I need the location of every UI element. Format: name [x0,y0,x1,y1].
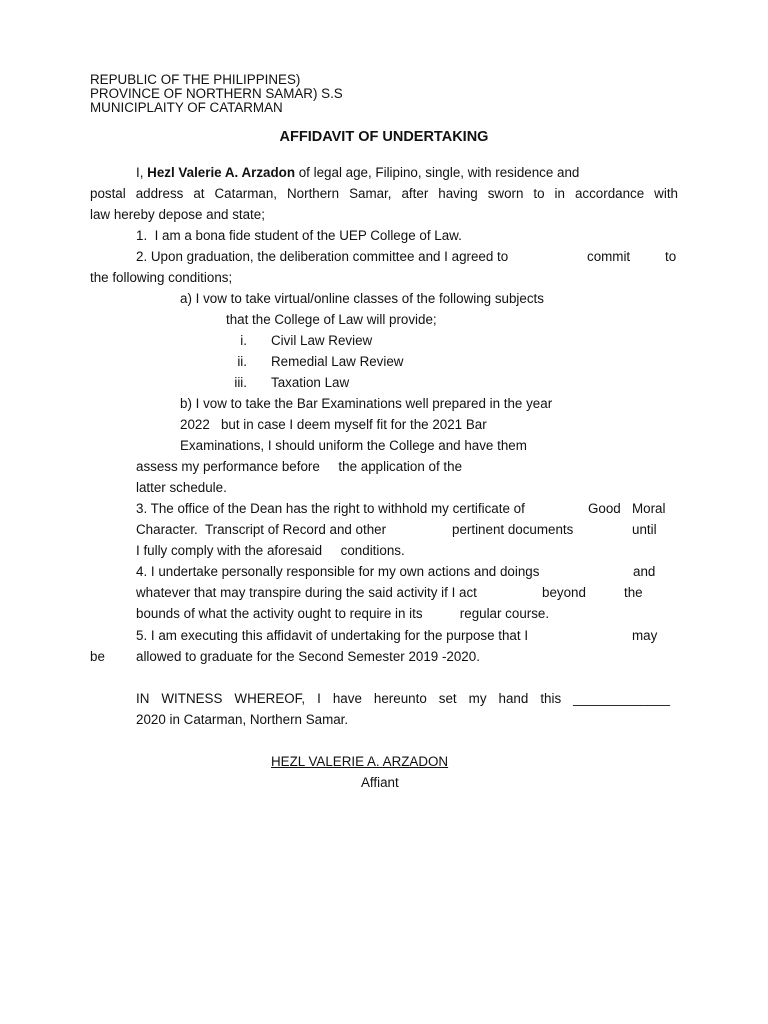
item-3-line-2-b: pertinent documents [452,522,574,537]
item-4-line-2-b: beyond [542,585,586,600]
item-5-may: may [632,628,658,643]
item-5-line-2: allowed to graduate for the Second Semester 2019 -2020. [136,649,480,664]
item-3-line-2-a: Character. Transcript of Record and other [136,522,387,537]
document-title: AFFIDAVIT OF UNDERTAKING [279,129,489,145]
item-4-text: 4. I undertake personally responsible for my own actions and doings [136,564,540,579]
witness-line-2: 2020 in Catarman, Northern Samar. [136,712,349,727]
item-3-moral: Moral [632,501,666,516]
condition-a-line-1: a) I vow to take virtual/online classes of the following subjects [180,291,544,306]
item-1: 1. I am a bona fide student of the UEP College of Law. [136,228,462,243]
header-line-municipality: MUNICIPLAITY OF CATARMAN [90,100,283,115]
witness-line-1: IN WITNESS WHEREOF, I have hereunto set my hand this _____________ [136,691,670,706]
item-3-line-3: I fully comply with the aforesaid conditions. [136,543,405,558]
affiant-name-bold: Hezl Valerie A. Arzadon [147,165,296,180]
item-4-line-2-a: whatever that may transpire during the said activity if I act [136,585,477,600]
subject-numeral: iii. [234,375,247,390]
item-4-line-2-c: the [624,585,643,600]
item-3-line-2-c: until [632,522,657,537]
intro-pre: I, [136,165,148,180]
intro-line-1-rest: of legal age, Filipino, single, with residence and [295,165,580,180]
subject-numeral: ii. [237,354,247,369]
item-2-commit: commit [587,249,631,264]
item-5-text: 5. I am executing this affidavit of undertaking for the purpose that I [136,628,529,643]
item-3-good: Good [588,501,621,516]
intro-line-2: postal address at Catarman, Northern Samar, after having sworn to in accordance with [90,186,678,201]
subject-numeral: i. [240,333,247,348]
item-4-and: and [633,564,656,579]
header-line-province: PROVINCE OF NORTHERN SAMAR) S.S [90,86,343,101]
item-3-text: 3. The office of the Dean has the right to withhold my certificate of [136,501,525,516]
condition-a-line-2: that the College of Law will provide; [226,312,437,327]
item-4-line-3: bounds of what the activity ought to require in its regular course. [136,606,550,621]
subject-name: Civil Law Review [271,333,373,348]
item-2-line-2: the following conditions; [90,270,233,285]
condition-b-line-2: 2022 but in case I deem myself fit for the 2021 Bar [180,417,487,432]
subject-name: Remedial Law Review [271,354,404,369]
header-line-republic: REPUBLIC OF THE PHILIPPINES) [90,72,301,87]
intro-line-1 [136,165,678,181]
item-2-to: to [665,249,677,264]
item-5-be: be [90,649,105,664]
signature-name: HEZL VALERIE A. ARZADON [271,754,449,769]
signature-role: Affiant [361,775,399,790]
subject-name: Taxation Law [271,375,350,390]
condition-b-line-3: Examinations, I should uniform the College and have them [180,438,527,453]
item-2-text: 2. Upon graduation, the deliberation committee and I agreed to [136,249,509,264]
condition-b-line-1: b) I vow to take the Bar Examinations well prepared in the year [180,396,553,411]
condition-b-line-4: assess my performance before the application of the [136,459,463,474]
intro-line-3: law hereby depose and state; [90,207,265,222]
condition-b-line-5: latter schedule. [136,480,227,495]
